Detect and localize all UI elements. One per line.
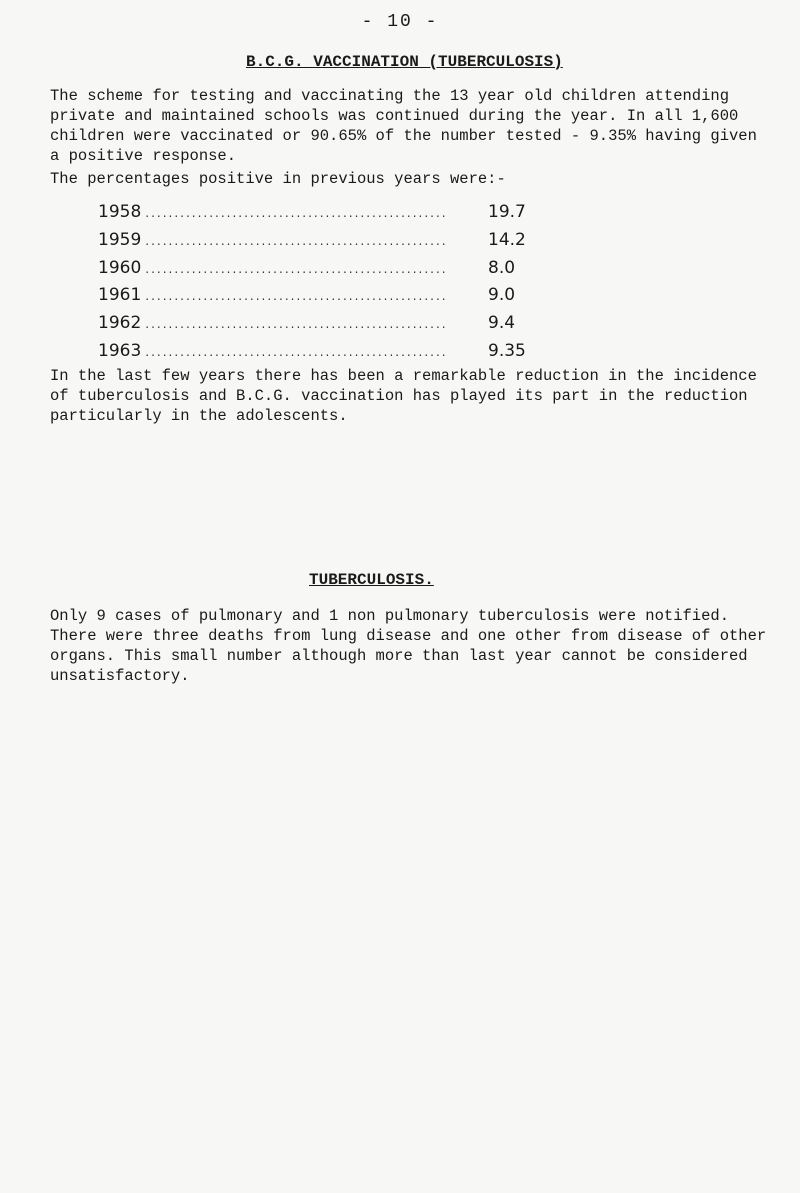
year-label: 1963: [98, 340, 142, 361]
leader-dots: ....................................................: [145, 261, 448, 276]
previous-years-intro: The percentages positive in previous years were:-: [50, 170, 506, 188]
year-label: 1961: [98, 285, 142, 306]
percentage-value: 9.0: [488, 285, 516, 306]
percentage-value: 8.0: [488, 257, 516, 278]
year-label: 1958: [98, 202, 142, 222]
year-label: 1962: [98, 313, 142, 334]
page-title: B.C.G. VACCINATION (TUBERCULOSIS): [246, 53, 563, 71]
tuberculosis-paragraph: Only 9 cases of pulmonary and 1 non pulmonary tuberculosis were notified. There were three deaths from lung disease and one other from disease of other organs. This small number although more than last year cannot be considered unsatisfactory.: [50, 607, 767, 685]
year-label: 1960: [98, 257, 142, 278]
percentage-value: 9.4: [488, 313, 516, 334]
list-item: [98, 258, 538, 286]
previous-years-list: [98, 202, 538, 369]
list-item: [98, 341, 538, 369]
reduction-paragraph: In the last few years there has been a remarkable reduction in the incidence of tuberculosis and B.C.G. vaccination has played its part in the reduction particularly in the adolescents.: [50, 367, 757, 425]
leader-dots: ....................................................: [145, 233, 448, 248]
percentage-value: 9.35: [488, 340, 526, 361]
leader-dots: ....................................................: [145, 206, 448, 220]
leader-dots: ....................................................: [145, 344, 448, 359]
vaccination-paragraph: The scheme for testing and vaccinating the 13 year old children attending private and maintained schools was continued during the year. In all 1,600 children were vaccinated or 90.65% of the number tested - 9.35% having given a positive response.: [50, 87, 757, 165]
list-item: [98, 202, 538, 230]
percentage-value: 14.2: [488, 229, 526, 250]
section-heading: TUBERCULOSIS.: [309, 571, 434, 589]
list-item: [98, 285, 538, 313]
leader-dots: ....................................................: [145, 289, 448, 304]
list-item: [98, 230, 538, 258]
list-item: [98, 313, 538, 341]
percentage-value: 19.7: [488, 202, 526, 222]
leader-dots: ....................................................: [145, 317, 448, 332]
year-label: 1959: [98, 229, 142, 250]
page-number: - 10 -: [361, 12, 439, 32]
